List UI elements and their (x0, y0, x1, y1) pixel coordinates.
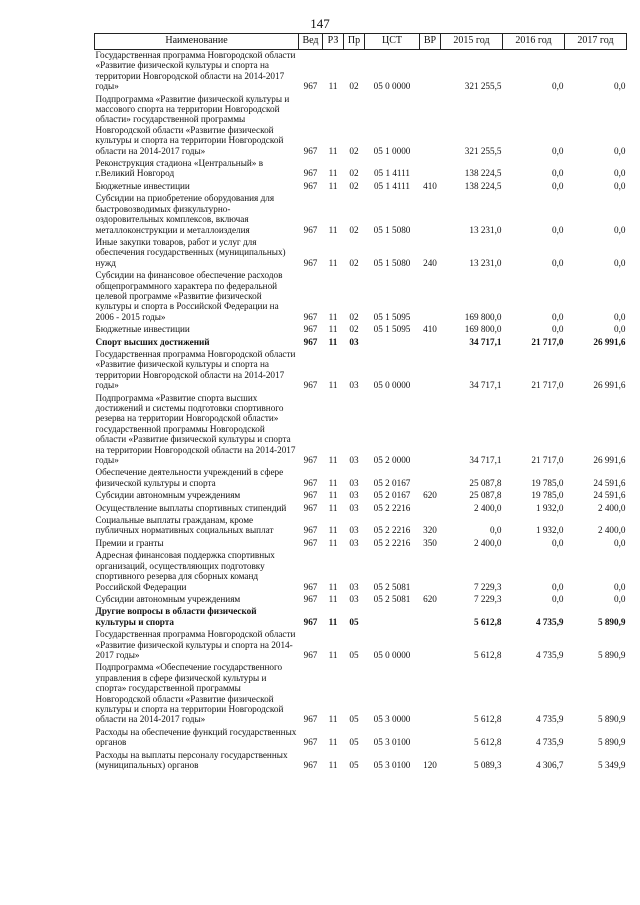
cell-rz: 11 (328, 380, 338, 391)
cell-2017: 5 890,9 (597, 737, 626, 748)
cell-rz: 11 (328, 581, 338, 592)
table-row (95, 490, 627, 502)
cell-rz: 11 (328, 324, 338, 335)
cell-2015: 13 231,0 (469, 224, 502, 235)
col-header-name: Наименование (95, 34, 299, 50)
cell-2015: 34 717,1 (469, 380, 502, 391)
cell-pr: 05 (349, 649, 359, 660)
cell-rz: 11 (328, 737, 338, 748)
cell-cst: 05 1 4111 (373, 168, 411, 179)
cell-2017: 5 349,9 (597, 760, 626, 770)
cell-2016: 0,0 (552, 81, 564, 92)
cell-cst (365, 337, 420, 349)
col-header-2015: 2015 год (441, 34, 503, 50)
cell-rz: 11 (328, 760, 338, 770)
table-row (95, 324, 627, 336)
cell-cst: 05 0 0000 (373, 649, 411, 660)
table-row (95, 337, 627, 349)
cell-rz: 11 (328, 477, 338, 488)
cell-2016: 1 932,0 (535, 502, 564, 513)
cell-rz: 11 (328, 525, 338, 536)
cell-2015: 25 087,8 (469, 477, 502, 488)
cell-2017: 0,0 (614, 324, 626, 335)
cell-vr (420, 158, 441, 181)
cell-2016: 4 735,9 (535, 737, 564, 748)
cell-2016: 21 717,0 (531, 455, 564, 466)
cell-pr: 02 (349, 168, 359, 179)
cell-vr: 120 (423, 760, 437, 770)
cell-name: Реконструкция стадиона «Центральный» в г.Великий Новгород (95, 158, 264, 179)
cell-name: Социальные выплаты гражданам, кроме публичных нормативных социальных выплат (95, 515, 274, 536)
cell-pr: 05 (349, 714, 359, 725)
cell-2015: 2 400,0 (473, 502, 502, 513)
cell-cst: 05 3 0100 (373, 737, 411, 748)
cell-2017: 2 400,0 (597, 525, 626, 536)
cell-name: Премии и гранты (95, 537, 164, 548)
cell-name: Государственная программа Новгородской области «Развитие физической культуры и спорта на территории Новгородской области на 2014-2017 годы» (95, 348, 296, 391)
cell-vr (420, 193, 441, 237)
cell-name: Спорт высших достижений (95, 336, 210, 347)
cell-2016: 0,0 (552, 311, 564, 322)
cell-name: Государственная программа Новгородской области «Развитие физической культуры и спорта на 2014-2017 годы» (95, 629, 296, 660)
cell-pr: 03 (349, 336, 359, 347)
cell-rz: 11 (328, 257, 338, 268)
cell-ved: 967 (303, 380, 318, 391)
cell-cst: 05 1 5080 (373, 257, 411, 268)
cell-2017: 5 890,9 (597, 649, 626, 660)
table-row (95, 727, 627, 750)
cell-rz: 11 (328, 649, 338, 660)
cell-vr (420, 629, 441, 662)
cell-rz: 11 (328, 180, 338, 191)
cell-2015: 34 717,1 (469, 336, 502, 347)
cell-vr (420, 606, 441, 629)
cell-ved: 967 (303, 737, 318, 748)
cell-name: Бюджетные инвестиции (95, 324, 190, 335)
cell-cst: 05 2 0000 (373, 455, 411, 466)
cell-2016: 21 717,0 (531, 380, 564, 391)
cell-2016: 4 735,9 (535, 649, 564, 660)
cell-2017: 5 890,9 (597, 714, 626, 725)
cell-ved: 967 (303, 593, 318, 604)
cell-vr (420, 349, 441, 393)
cell-vr (420, 270, 441, 324)
cell-2016: 0,0 (552, 257, 564, 268)
cell-vr: 320 (423, 525, 437, 536)
table-row (95, 467, 627, 490)
cell-pr: 02 (349, 257, 359, 268)
cell-pr: 05 (349, 737, 359, 748)
cell-cst: 05 3 0100 (373, 760, 411, 770)
cell-2017: 0,0 (614, 81, 626, 92)
cell-pr: 03 (349, 502, 359, 513)
table-row (95, 629, 627, 662)
cell-name: Осуществление выплаты спортивных стипендий (95, 502, 287, 513)
cell-name: Другие вопросы в области физической культуры и спорта (95, 606, 257, 627)
cell-name: Расходы на обеспечение функций государственных органов (95, 726, 297, 748)
cell-cst: 05 2 2216 (373, 537, 411, 548)
cell-rz: 11 (328, 490, 338, 501)
cell-vr (420, 467, 441, 490)
cell-ved: 967 (303, 168, 318, 179)
cell-2015: 138 224,5 (464, 168, 502, 179)
cell-pr: 03 (349, 490, 359, 501)
cell-vr: 620 (423, 490, 437, 501)
table-row (95, 594, 627, 606)
cell-cst (365, 606, 420, 629)
cell-2015: 34 717,1 (469, 455, 502, 466)
cell-rz: 11 (328, 145, 338, 156)
cell-name: Обеспечение деятельности учреждений в сфере физической культуры и спорта (95, 467, 284, 488)
cell-2015: 169 800,0 (464, 311, 502, 322)
cell-cst: 05 1 5095 (373, 324, 411, 335)
cell-2015: 5 612,8 (473, 616, 502, 627)
cell-cst: 05 0 0000 (373, 81, 411, 92)
cell-rz: 11 (328, 168, 338, 179)
cell-2016: 0,0 (552, 168, 564, 179)
cell-2017: 0,0 (614, 311, 626, 322)
cell-ved: 967 (303, 649, 318, 660)
cell-rz: 11 (328, 224, 338, 235)
cell-2016: 0,0 (552, 224, 564, 235)
col-header-ved: Вед (299, 34, 323, 50)
cell-ved: 967 (303, 502, 318, 513)
cell-2017: 26 991,6 (593, 336, 626, 347)
cell-vr: 410 (423, 324, 437, 335)
cell-2015: 138 224,5 (464, 180, 502, 191)
cell-pr: 03 (349, 593, 359, 604)
cell-cst: 05 2 0167 (373, 490, 411, 501)
col-header-vr: ВР (420, 34, 441, 50)
cell-rz: 11 (328, 502, 338, 513)
cell-cst: 05 2 2216 (373, 525, 411, 536)
cell-2016: 0,0 (552, 537, 564, 548)
cell-2015: 0,0 (490, 525, 502, 536)
cell-ved: 967 (303, 490, 318, 501)
cell-pr: 02 (349, 311, 359, 322)
cell-pr: 03 (349, 455, 359, 466)
table-row (95, 181, 627, 193)
cell-2015: 321 255,5 (464, 145, 502, 156)
cell-cst: 05 3 0000 (373, 714, 411, 725)
cell-name: Подпрограмма «Развитие спорта высших достижений и системы подготовки спортивного резерва на территории Новгородской области» государственной программы Новгородской области «Развитие физической культуры и спорта на территории Новгородской области на 2014-2017 годы» (95, 392, 296, 466)
cell-pr: 05 (349, 616, 359, 627)
table-row (95, 50, 627, 94)
cell-vr: 620 (423, 593, 437, 604)
cell-rz: 11 (328, 336, 338, 347)
cell-2016: 0,0 (552, 324, 564, 335)
col-header-pr: Пр (344, 34, 365, 50)
table-row (95, 349, 627, 393)
cell-pr: 03 (349, 537, 359, 548)
cell-vr: 410 (423, 180, 437, 191)
cell-cst: 05 1 5080 (373, 224, 411, 235)
cell-pr: 02 (349, 81, 359, 92)
table-row (95, 237, 627, 270)
cell-2016: 0,0 (552, 593, 564, 604)
cell-name: Расходы на выплаты персоналу государственных (муниципальных) органов (95, 749, 288, 770)
cell-2017: 5 890,9 (597, 616, 626, 627)
cell-pr: 02 (349, 324, 359, 335)
table-row (95, 393, 627, 468)
cell-rz: 11 (328, 593, 338, 604)
cell-rz: 11 (328, 81, 338, 92)
table-header-row (95, 34, 627, 50)
cell-ved: 967 (303, 336, 318, 347)
cell-2016: 21 717,0 (531, 336, 564, 347)
cell-ved: 967 (303, 616, 318, 627)
cell-vr (420, 550, 441, 594)
cell-2016: 0,0 (552, 581, 564, 592)
table-row (95, 503, 627, 515)
cell-ved: 967 (303, 477, 318, 488)
cell-cst: 05 2 0167 (373, 477, 411, 488)
cell-name: Субсидии автономным учреждениям (95, 490, 241, 501)
table-row (95, 750, 627, 773)
cell-name: Субсидии автономным учреждениям (95, 593, 241, 604)
cell-name: Субсидии на финансовое обеспечение расходов общепрограммного характера по федеральной целевой программе «Развитие физической культуры и спорта в Российской Федерации на 2006 - 2015 годы» (95, 270, 283, 322)
cell-2015: 7 229,3 (473, 581, 502, 592)
cell-ved: 967 (303, 257, 318, 268)
cell-2015: 25 087,8 (469, 490, 502, 501)
cell-name: Иные закупки товаров, работ и услуг для обеспечения государственных (муниципальных) нужд (95, 236, 286, 268)
cell-pr: 02 (349, 180, 359, 191)
cell-2017: 0,0 (614, 581, 626, 592)
cell-2016: 1 932,0 (535, 525, 564, 536)
cell-cst: 05 1 5095 (373, 311, 411, 322)
cell-vr (420, 94, 441, 158)
table-row (95, 662, 627, 726)
cell-2017: 0,0 (614, 168, 626, 179)
cell-ved: 967 (303, 311, 318, 322)
cell-2015: 321 255,5 (464, 81, 502, 92)
cell-ved: 967 (303, 581, 318, 592)
budget-table (94, 33, 627, 772)
cell-vr (420, 50, 441, 94)
cell-pr: 03 (349, 380, 359, 391)
col-header-cst: ЦСТ (365, 34, 420, 50)
cell-rz: 11 (328, 537, 338, 548)
cell-vr (420, 393, 441, 468)
cell-2017: 0,0 (614, 593, 626, 604)
table-row (95, 158, 627, 181)
cell-vr: 350 (423, 537, 437, 548)
cell-ved: 967 (303, 81, 318, 92)
cell-2016: 19 785,0 (531, 477, 564, 488)
cell-ved: 967 (303, 455, 318, 466)
cell-2017: 24 591,6 (593, 477, 626, 488)
cell-name: Адресная финансовая поддержка спортивных организаций, осуществляющих подготовку спортивного резерва для сборных команд Российской Федерации (95, 550, 275, 592)
cell-ved: 967 (303, 180, 318, 191)
cell-2016: 0,0 (552, 145, 564, 156)
cell-ved: 967 (303, 224, 318, 235)
cell-pr: 05 (349, 760, 359, 770)
cell-2015: 2 400,0 (473, 537, 502, 548)
cell-ved: 967 (303, 324, 318, 335)
cell-pr: 03 (349, 525, 359, 536)
cell-2015: 5 089,3 (473, 760, 502, 770)
cell-rz: 11 (328, 455, 338, 466)
cell-vr (420, 727, 441, 750)
cell-2016: 4 306,7 (535, 760, 564, 770)
cell-name: Подпрограмма «Развитие физической культуры и массового спорта на территории Новгородской области» государственной программы Новгородской области «Развитие физической культуры и спорта на территории Новгородской области на 2014-2017 годы» (95, 93, 290, 156)
cell-2015: 5 612,8 (473, 649, 502, 660)
cell-2015: 5 612,8 (473, 714, 502, 725)
cell-cst: 05 1 4111 (373, 180, 411, 191)
cell-vr (420, 662, 441, 726)
cell-vr (420, 503, 441, 515)
cell-pr: 02 (349, 224, 359, 235)
cell-ved: 967 (303, 760, 318, 770)
table-body (95, 50, 627, 773)
cell-ved: 967 (303, 525, 318, 536)
cell-vr: 240 (423, 257, 437, 268)
cell-pr: 03 (349, 581, 359, 592)
cell-cst: 05 0 0000 (373, 380, 411, 391)
cell-pr: 02 (349, 145, 359, 156)
page-number: 147 (310, 16, 330, 31)
cell-rz: 11 (328, 311, 338, 322)
table-row (95, 515, 627, 538)
cell-2017: 0,0 (614, 180, 626, 191)
cell-ved: 967 (303, 714, 318, 725)
table-row (95, 94, 627, 158)
cell-2017: 26 991,6 (593, 455, 626, 466)
cell-name: Подпрограмма «Обеспечение государственного управления в сфере физической культуры и спорта» государственной программы Новгородской области «Развитие физической культуры и спорта на территории Новгородской области на 2014-2017 годы» (95, 662, 284, 725)
cell-ved: 967 (303, 145, 318, 156)
cell-2017: 2 400,0 (597, 502, 626, 513)
cell-2017: 24 591,6 (593, 490, 626, 501)
table-row (95, 193, 627, 237)
cell-2016: 4 735,9 (535, 714, 564, 725)
col-header-rz: РЗ (323, 34, 344, 50)
cell-vr (420, 337, 441, 349)
table-row (95, 550, 627, 594)
cell-2017: 0,0 (614, 145, 626, 156)
cell-rz: 11 (328, 714, 338, 725)
table-row (95, 538, 627, 550)
cell-2017: 26 991,6 (593, 380, 626, 391)
cell-cst: 05 2 5081 (373, 581, 411, 592)
col-header-2016: 2016 год (503, 34, 565, 50)
cell-2017: 0,0 (614, 257, 626, 268)
cell-2016: 19 785,0 (531, 490, 564, 501)
cell-cst: 05 1 0000 (373, 145, 411, 156)
cell-2015: 169 800,0 (464, 324, 502, 335)
cell-pr: 03 (349, 477, 359, 488)
cell-ved: 967 (303, 537, 318, 548)
cell-2017: 0,0 (614, 224, 626, 235)
cell-name: Субсидии на приобретение оборудования для быстровозводимых физкультурно-оздоровительных комплексов, включая металлоконструкции и металлоизделия (95, 193, 275, 235)
cell-name: Бюджетные инвестиции (95, 180, 190, 191)
cell-2016: 0,0 (552, 180, 564, 191)
cell-2015: 13 231,0 (469, 257, 502, 268)
cell-2016: 4 735,9 (535, 616, 564, 627)
cell-2015: 5 612,8 (473, 737, 502, 748)
table-row (95, 270, 627, 324)
col-header-2017: 2017 год (565, 34, 627, 50)
cell-rz: 11 (328, 616, 338, 627)
cell-cst: 05 2 5081 (373, 593, 411, 604)
cell-2017: 0,0 (614, 537, 626, 548)
cell-2015: 7 229,3 (473, 593, 502, 604)
cell-name: Государственная программа Новгородской области «Развитие физической культуры и спорта на территории Новгородской области на 2014-2017 годы» (95, 50, 296, 92)
table-row (95, 606, 627, 629)
cell-cst: 05 2 2216 (373, 502, 411, 513)
